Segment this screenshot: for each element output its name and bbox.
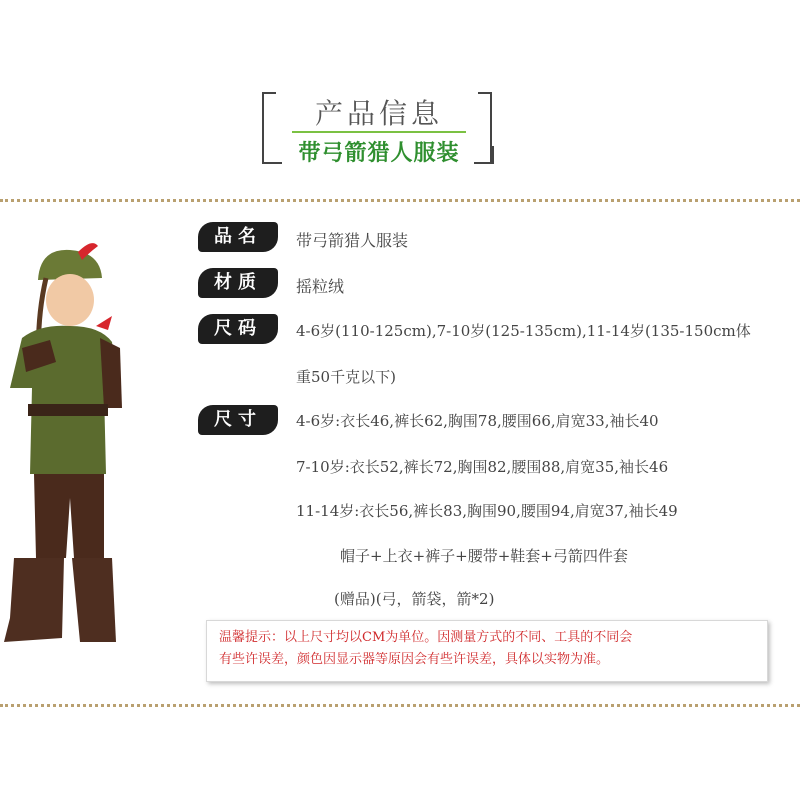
notice-line-2: 有些许误差，颜色因显示器等原因会有些许误差，具体以实物为准。 [219, 652, 610, 667]
arrow-fletching [96, 316, 112, 330]
divider-top [0, 199, 800, 202]
value-dimension-7-10: 7-10岁:衣长52,裤长72,胸围82,腰围88,肩宽35,袖长46 [296, 458, 669, 476]
value-dimension-11-14: 11-14岁:衣长56,裤长83,胸围90,腰围94,肩宽37,袖长49 [296, 502, 678, 520]
label-size: 尺码 [198, 314, 278, 344]
label-dimensions: 尺寸 [198, 405, 278, 435]
title-underline [292, 131, 466, 133]
value-size-line-2: 重50千克以下) [296, 368, 396, 386]
value-size-line-1: 4-6岁(110-125cm),7-10岁(125-135cm),11-14岁(135-150cm体 [296, 322, 751, 340]
value-name: 带弓箭猎人服装 [296, 231, 409, 250]
page-subtitle: 带弓箭猎人服装 [298, 141, 460, 166]
value-gifts: (赠品)(弓，箭袋，箭*2) [334, 590, 495, 608]
divider-bottom [0, 704, 800, 707]
value-set-contents: 帽子+上衣+裤子+腰带+鞋套+弓箭四件套 [340, 547, 628, 565]
face-shape [46, 274, 94, 326]
label-name: 品名 [198, 222, 278, 252]
notice-line-1: 温馨提示：以上尺寸均以CM为单位。因测量方式的不同、工具的不同会 [219, 630, 633, 645]
page-title: 产品信息 [314, 97, 443, 130]
value-dimension-4-6: 4-6岁:衣长46,裤长62,胸围78,腰围66,肩宽33,袖长40 [296, 412, 659, 430]
product-photo [0, 238, 130, 658]
label-material: 材质 [198, 268, 278, 298]
belt-shape [28, 404, 108, 416]
boot-right [72, 558, 116, 642]
notice-box [206, 620, 768, 682]
pants-shape [34, 474, 104, 558]
value-material: 摇粒绒 [296, 277, 345, 296]
boot-left [4, 558, 64, 642]
